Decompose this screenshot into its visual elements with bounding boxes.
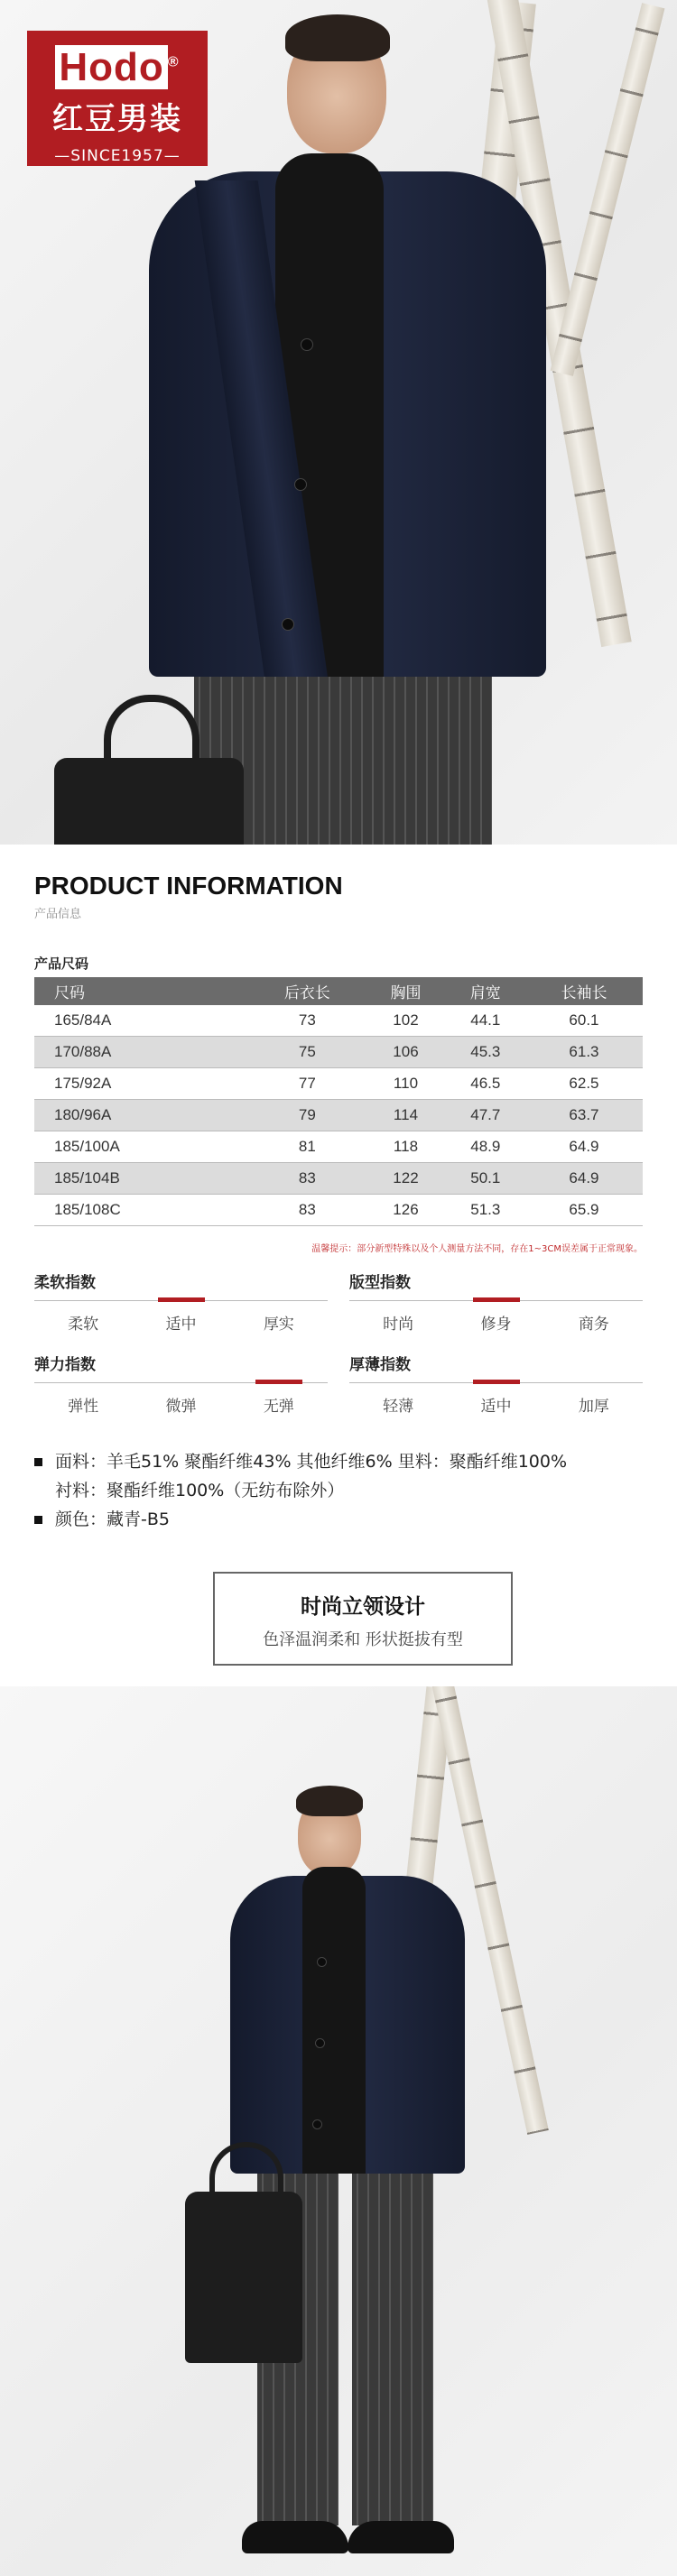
index-marker <box>473 1297 520 1302</box>
handbag <box>185 2192 302 2363</box>
coat-button <box>315 2038 325 2048</box>
birch-branch <box>551 3 665 376</box>
index-marker <box>158 1297 205 1302</box>
size-table <box>34 977 643 1226</box>
materials-list <box>34 1447 567 1534</box>
cell-value: 65.9 <box>525 1195 643 1226</box>
index-thickness <box>349 1352 643 1416</box>
index-option: 柔软 <box>68 1316 99 1334</box>
cell-value: 61.3 <box>525 1037 643 1068</box>
index-option: 弹性 <box>68 1398 99 1416</box>
materials-fabric: 面料：羊毛51% 聚酯纤维43% 其他纤维6% 里料：聚酯纤维100% <box>55 1452 568 1472</box>
cell-value: 50.1 <box>446 1163 525 1195</box>
section-title-cn: 产品信息 <box>34 908 82 921</box>
table-row <box>34 1131 643 1163</box>
coat-button <box>312 2119 322 2129</box>
cell-value: 79 <box>248 1100 366 1131</box>
table-row <box>34 1037 643 1068</box>
index-label: 厚薄指数 <box>349 1356 411 1374</box>
logo-chinese: 红豆男装 <box>52 101 182 137</box>
materials-color: 颜色：藏青-B5 <box>55 1510 170 1529</box>
index-marker <box>255 1380 302 1384</box>
coat-button <box>301 338 313 351</box>
index-marker <box>473 1380 520 1384</box>
index-fit <box>349 1270 643 1334</box>
index-option: 适中 <box>165 1316 197 1334</box>
cell-value: 75 <box>248 1037 366 1068</box>
bullet-icon <box>34 1516 42 1524</box>
materials-color-row <box>34 1505 567 1534</box>
cell-value: 62.5 <box>525 1068 643 1100</box>
index-option: 微弹 <box>165 1398 197 1416</box>
cell-value: 102 <box>366 1005 445 1037</box>
table-row <box>34 1100 643 1131</box>
index-option: 轻薄 <box>383 1398 414 1416</box>
index-softness <box>34 1270 328 1334</box>
size-table-header <box>34 977 643 1005</box>
cell-size: 185/100A <box>34 1131 248 1163</box>
turtleneck <box>302 1867 366 2174</box>
cell-size: 165/84A <box>34 1005 248 1037</box>
index-option: 厚实 <box>263 1316 294 1334</box>
cell-value: 118 <box>366 1131 445 1163</box>
cell-value: 64.9 <box>525 1163 643 1195</box>
col-header: 尺码 <box>34 977 248 1005</box>
coat-button <box>294 478 307 491</box>
index-option: 加厚 <box>578 1398 609 1416</box>
left-shoe <box>242 2521 348 2553</box>
cell-value: 44.1 <box>446 1005 525 1037</box>
bullet-icon <box>34 1458 42 1466</box>
section-title-en: PRODUCT INFORMATION <box>34 872 343 900</box>
cell-value: 77 <box>248 1068 366 1100</box>
materials-lining: 衬料：聚酯纤维100%（无纺布除外） <box>55 1481 345 1500</box>
right-shoe <box>348 2521 454 2553</box>
cell-value: 110 <box>366 1068 445 1100</box>
cell-value: 63.7 <box>525 1100 643 1131</box>
cell-value: 126 <box>366 1195 445 1226</box>
cell-value: 45.3 <box>446 1037 525 1068</box>
index-label: 柔软指数 <box>34 1274 96 1292</box>
handbag-handle <box>104 695 199 783</box>
cell-size: 185/108C <box>34 1195 248 1226</box>
col-header: 长袖长 <box>525 977 643 1005</box>
cell-value: 83 <box>248 1163 366 1195</box>
index-option: 适中 <box>480 1398 512 1416</box>
handbag-handle <box>209 2142 283 2211</box>
cell-value: 83 <box>248 1195 366 1226</box>
cell-value: 60.1 <box>525 1005 643 1037</box>
index-label: 弹力指数 <box>34 1356 96 1374</box>
slogan-title: 时尚立领设计 <box>301 1595 425 1619</box>
index-label: 版型指数 <box>349 1274 411 1292</box>
index-option: 无弹 <box>263 1398 294 1416</box>
cell-size: 185/104B <box>34 1163 248 1195</box>
cell-value: 114 <box>366 1100 445 1131</box>
logo-latin: Hodo <box>55 45 167 89</box>
cell-size: 170/88A <box>34 1037 248 1068</box>
full-length-photo <box>0 1686 677 2576</box>
col-header: 肩宽 <box>446 977 525 1005</box>
cell-value: 106 <box>366 1037 445 1068</box>
pants-right-leg <box>352 2174 433 2525</box>
coat-button <box>317 1957 327 1967</box>
cell-value: 64.9 <box>525 1131 643 1163</box>
logo-since-text: SINCE1957 <box>70 147 164 165</box>
index-option: 商务 <box>578 1316 609 1334</box>
cell-value: 73 <box>248 1005 366 1037</box>
cell-value: 81 <box>248 1131 366 1163</box>
hero-photo <box>0 0 677 845</box>
cell-size: 180/96A <box>34 1100 248 1131</box>
cell-value: 48.9 <box>446 1131 525 1163</box>
index-elasticity <box>34 1352 328 1416</box>
slogan-subtitle: 色泽温润柔和 形状挺拔有型 <box>263 1630 463 1649</box>
table-row <box>34 1068 643 1100</box>
cell-value: 47.7 <box>446 1100 525 1131</box>
logo-since: —SINCE1957— <box>54 147 181 165</box>
size-section-title: 产品尺码 <box>34 956 89 972</box>
materials-fabric-row <box>34 1447 567 1476</box>
brand-logo <box>27 31 208 166</box>
cell-value: 46.5 <box>446 1068 525 1100</box>
coat-button <box>282 618 294 631</box>
cell-value: 51.3 <box>446 1195 525 1226</box>
table-row <box>34 1163 643 1195</box>
model-hair <box>285 14 390 61</box>
model-hair <box>296 1786 363 1816</box>
logo-registered-mark: ® <box>167 54 180 70</box>
table-row <box>34 1195 643 1226</box>
col-header: 后衣长 <box>248 977 366 1005</box>
cell-size: 175/92A <box>34 1068 248 1100</box>
col-header: 胸围 <box>366 977 445 1005</box>
index-option: 修身 <box>480 1316 512 1334</box>
index-option: 时尚 <box>383 1316 414 1334</box>
size-note: 温馨提示：部分新型特殊以及个人测量方法不同，存在1~3CM误差属于正常现象。 <box>311 1244 643 1254</box>
cell-value: 122 <box>366 1163 445 1195</box>
table-row <box>34 1005 643 1037</box>
materials-lining-row <box>34 1476 567 1505</box>
design-slogan-box <box>213 1572 513 1666</box>
